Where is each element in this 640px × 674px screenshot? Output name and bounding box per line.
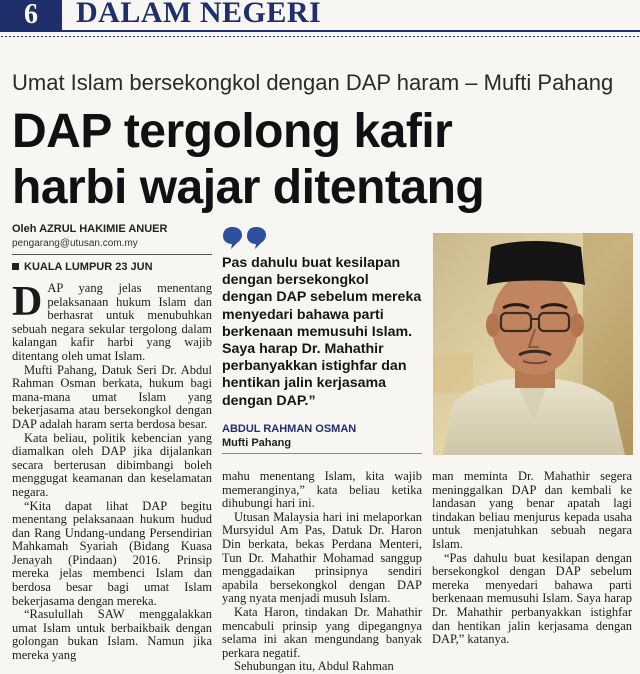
paragraph: Kata beliau, politik kebencian yang diamalkan oleh DAP jika dijalankan secara berterusan dibimbangi boleh menggugat keamanan dan keselamatan negara.	[12, 430, 212, 499]
paragraph: man meminta Dr. Mahathir segera meninggalkan DAP dan kembali ke landasan yang benar apatah lagi tindakan beliau menjurus kepada usaha untuk menjatuhkan sebuah negara Islam.	[432, 469, 632, 551]
quote-author: ABDUL RAHMAN OSMAN	[222, 423, 357, 435]
quote-author-title: Mufti Pahang	[222, 437, 292, 449]
paragraph: Kata Haron, tindakan Dr. Mahathir mencabuli prinsip yang dipegangnya selama ini akan mengundang banyak perkara negatif.	[222, 604, 422, 660]
mufti-portrait-photo	[433, 233, 633, 455]
paragraph: mahu menentang Islam, kita wajib memeranginya,” kata beliau ketika dihubungi hari ini.	[222, 469, 422, 511]
paragraph: Sehubungan itu, Abdul Rahman	[234, 659, 394, 674]
drop-cap: D	[12, 279, 43, 325]
headline-line-2: harbi wajar ditentang	[12, 161, 485, 214]
article-column-1	[12, 279, 212, 663]
page-number: 6	[0, 0, 62, 30]
headline-line-1: DAP tergolong kafir	[12, 105, 453, 158]
paragraph-text: AP yang jelas menentang pelaksanaan hukum Islam dan berhasrat untuk menubuhkan sebuah negara sekular tergolong dalam kalangan kafir harbi yang wajib ditentang oleh umat Islam.	[12, 281, 212, 363]
byline-email: pengarang@utusan.com.my	[12, 238, 138, 249]
paragraph: Mufti Pahang, Datuk Seri Dr. Abdul Rahman Osman berkata, hukum bagi mana-mana umat Islam yang bekerjasama atau bersekongkol dengan DAP adalah haram serta berdosa besar.	[12, 362, 212, 431]
pull-quote: Pas dahulu buat kesilapan dengan bersekongkol dengan DAP sebelum mereka menyedari bahawa parti berkenaan memusuhi Islam. Saya harap Dr. Mahathir perbanyakkan istighfar dan hentikan jalin kerjasama dengan DAP.”	[222, 255, 422, 409]
article-column-2	[222, 470, 422, 674]
kicker-headline: Umat Islam bersekongkol dengan DAP haram – Mufti Pahang	[12, 70, 614, 95]
dateline-text: KUALA LUMPUR 23 JUN	[24, 261, 153, 273]
dateline-marker	[12, 263, 19, 270]
paragraph	[12, 279, 212, 364]
header-rule	[0, 30, 640, 32]
article-column-3	[432, 470, 632, 647]
paragraph: Utusan Malaysia hari ini melaporkan Mursyidul Am Pas, Datuk Dr. Haron Din berkata, bekas Perdana Menteri, Tun Dr. Mahathir Mohamad sanggup menggadaikan prinsipnya sendiri apabila bersekongkol dengan DAP yang nyata menjadi musuh Islam.	[222, 509, 422, 606]
paragraph: “Rasulullah SAW menggalakkan umat Islam untuk berbaikbaik dengan golongan bukan Islam. Namun jika mereka yang	[12, 607, 212, 663]
main-headline	[12, 104, 632, 216]
section-title: DALAM NEGERI	[76, 0, 322, 29]
paragraph: “Kita dapat lihat DAP begitu menentang pelaksanaan hukum hudud dan Rang Undang-undang Persendirian Mahkamah Syariah (Bidang Kuasa Jenayah (Pindaan) 2016. Prinsip mereka jelas membenci Islam dan berdosa besar bagi umat Islam bekerjasama dengan mereka.	[12, 498, 212, 608]
paragraph: “Pas dahulu buat kesilapan dengan bersekongkol dengan DAP sebelum mereka menyedari bahawa parti berkenaan memusuhi Islam. Saya harap Dr. Mahathir perbanyakkan istighfar dan hentikan jalin kerjasama dengan DAP,” katanya.	[432, 550, 632, 647]
header-dotted-rule	[0, 35, 640, 38]
byline-rule	[12, 254, 212, 255]
quote-rule	[222, 453, 422, 454]
dateline	[12, 261, 153, 273]
quote-icon	[222, 226, 268, 250]
byline: Oleh AZRUL HAKIMIE ANUER	[12, 223, 168, 235]
